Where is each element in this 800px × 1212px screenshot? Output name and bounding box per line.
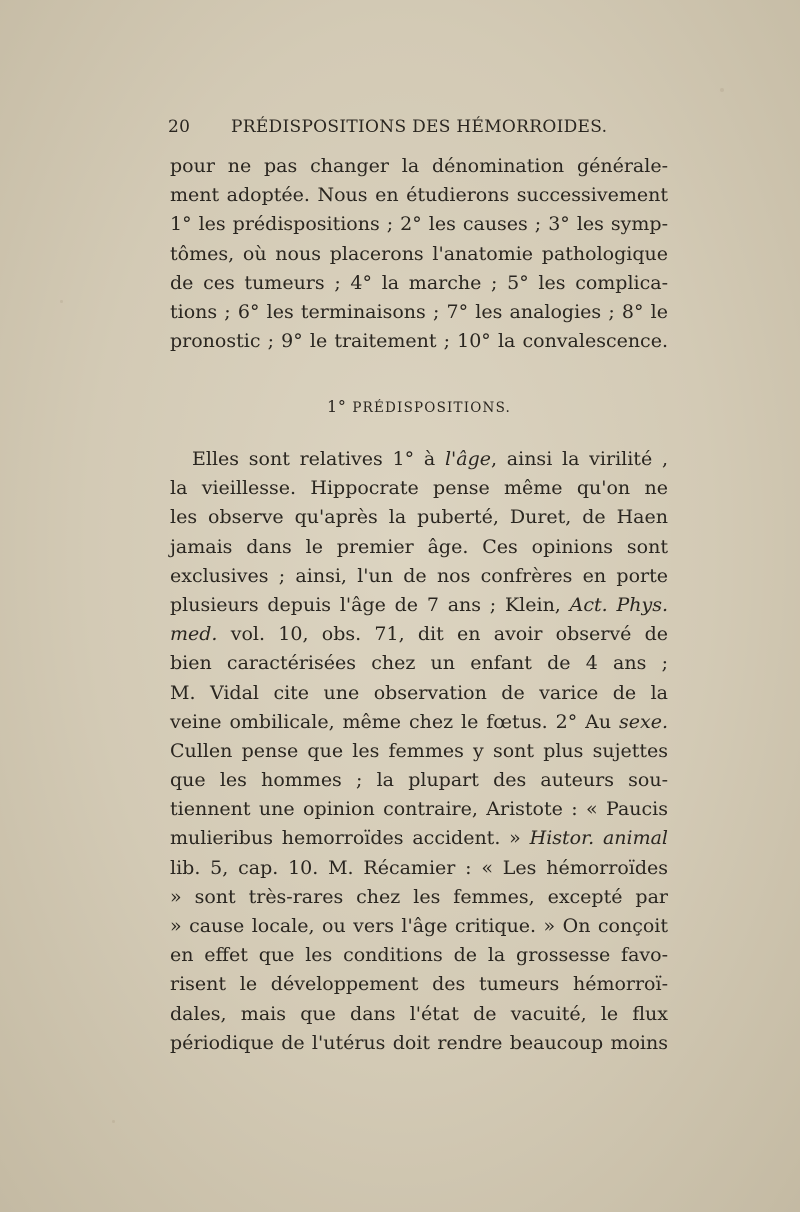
text-line: pour ne pas changer la dénomination générale- bbox=[170, 155, 668, 177]
page-header bbox=[168, 117, 668, 143]
text-line: que les hommes ; la plupart des auteurs sou- bbox=[170, 769, 668, 792]
text-run: plusieurs depuis l'âge de 7 ans ; Klein, bbox=[170, 593, 570, 616]
text-line bbox=[170, 445, 668, 474]
text-line: pronostic ; 9° le traitement ; 10° la convalescence. bbox=[170, 330, 668, 353]
text-line bbox=[170, 824, 668, 853]
text-line: M. Vidal cite une observation de varice de la bbox=[170, 681, 668, 704]
text-line: ment adoptée. Nous en étudierons successivement bbox=[170, 184, 668, 207]
text-line: de ces tumeurs ; 4° la marche ; 5° les complica- bbox=[170, 271, 668, 294]
italic-run: Act. Phys. bbox=[569, 593, 668, 616]
text-line bbox=[170, 620, 668, 649]
text-line bbox=[170, 708, 668, 737]
text-run: , ainsi la virilité , bbox=[491, 448, 668, 470]
text-line: bien caractérisées chez un enfant de 4 ans ; bbox=[170, 652, 668, 675]
paper-speck bbox=[720, 88, 724, 92]
text-line: tômes, où nous placerons l'anatomie pathologique bbox=[170, 242, 668, 265]
text-run: mulieribus hemorroïdes accident. » bbox=[170, 827, 530, 850]
text-line bbox=[170, 591, 668, 620]
text-line: jamais dans le premier âge. Ces opinions sont bbox=[170, 535, 668, 558]
section-number: 1° bbox=[326, 397, 347, 416]
paper-speck bbox=[60, 300, 63, 303]
text-line: la vieillesse. Hippocrate pense même qu'on ne bbox=[170, 477, 668, 500]
italic-run: med. bbox=[170, 623, 218, 646]
text-line: tiennent une opinion contraire, Aristote : « Paucis bbox=[170, 798, 668, 821]
text-run: Elles sont relatives 1° à bbox=[192, 448, 445, 470]
text-line: dales, mais que dans l'état de vacuité, le flux bbox=[170, 1002, 668, 1025]
text-line: périodique de l'utérus doit rendre beaucoup moins bbox=[170, 1031, 668, 1054]
text-line: » sont très-rares chez les femmes, excepté par bbox=[170, 885, 668, 908]
text-run: veine ombilicale, même chez le fœtus. 2° Au bbox=[170, 710, 619, 733]
paragraph-1 bbox=[170, 152, 668, 356]
text-line: risent le développement des tumeurs hémorroï- bbox=[170, 973, 668, 996]
text-line: les observe qu'après la puberté, Duret, de Haen bbox=[170, 506, 668, 529]
paragraph-2 bbox=[170, 445, 668, 1058]
text-line: tions ; 6° les terminaisons ; 7° les analogies ; 8° le bbox=[170, 300, 668, 323]
paper-speck bbox=[112, 1120, 115, 1123]
italic-run: Histor. animal bbox=[529, 827, 669, 850]
text-run: vol. 10, obs. 71, dit en avoir observé de bbox=[217, 623, 668, 646]
section-heading bbox=[170, 397, 668, 416]
section-title: PRÉDISPOSITIONS. bbox=[352, 400, 512, 416]
italic-run: l'âge bbox=[444, 448, 491, 470]
text-line: » cause locale, ou vers l'âge critique. » On conçoit bbox=[170, 915, 668, 937]
text-line: en effet que les conditions de la grossesse favo- bbox=[170, 944, 668, 967]
text-line: 1° les prédispositions ; 2° les causes ; 3° les symp- bbox=[170, 213, 668, 236]
page-number: 20 bbox=[168, 117, 191, 137]
text-line: lib. 5, cap. 10. M. Récamier : « Les hémorroïdes bbox=[170, 856, 668, 879]
running-title: PRÉDISPOSITIONS DES HÉMORROIDES. bbox=[231, 117, 608, 137]
italic-run: sexe. bbox=[619, 710, 668, 733]
text-line: Cullen pense que les femmes y sont plus sujettes bbox=[170, 739, 668, 762]
text-line: exclusives ; ainsi, l'un de nos confrères en porte bbox=[170, 564, 668, 587]
